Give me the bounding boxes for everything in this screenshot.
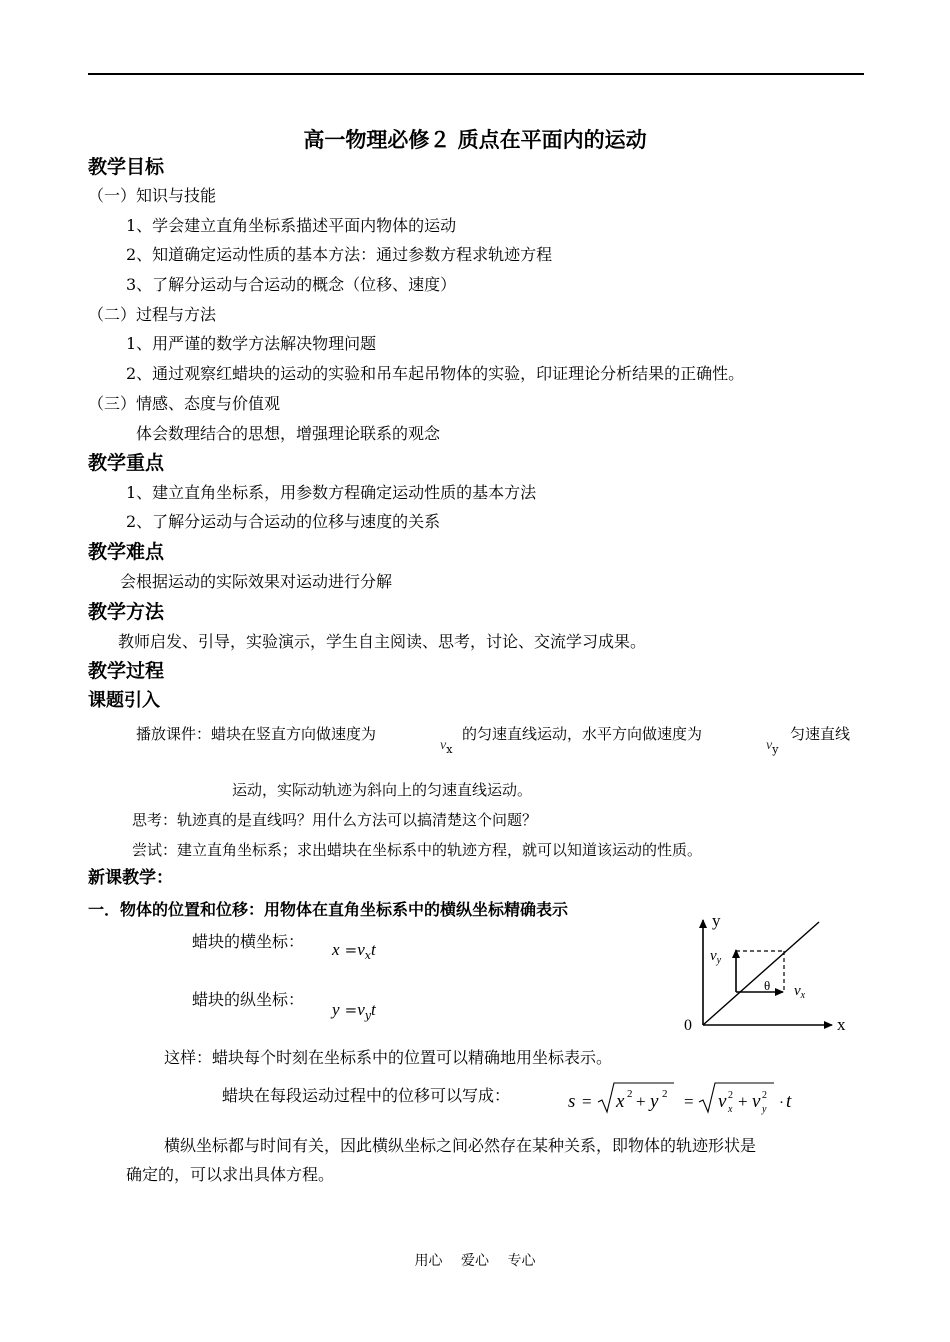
svg-text:=: = <box>684 1092 694 1111</box>
y-equation: $y =v_yt$ <box>332 1000 376 1023</box>
key-item-1: 1、建立直角坐标系，用参数方程确定运动性质的基本方法 <box>126 483 537 502</box>
vx-subscript: x <box>446 743 453 757</box>
heading-new: 新课教学： <box>88 868 173 888</box>
coordinate-diagram <box>676 904 866 1034</box>
intro-line-b: 的匀速直线运动，水平方向做速度为 <box>462 725 703 743</box>
method-text: 教师启发、引导，实验演示，学生自主阅读、思考，讨论、交流学习成果。 <box>118 632 647 651</box>
heading-key: 教学重点 <box>88 452 165 474</box>
think-text: 思考：轨迹真的是直线吗？用什么方法可以搞清楚这个问题？ <box>132 811 538 829</box>
difficulty-text: 会根据运动的实际效果对运动进行分解 <box>120 572 393 591</box>
svg-text:+: + <box>738 1092 748 1111</box>
heading-goals: 教学目标 <box>88 156 165 178</box>
vy-label: $v_y$ <box>710 948 722 966</box>
vy-symbol: v <box>766 738 773 753</box>
key-item-2: 2、了解分运动与合运动的位移与速度的关系 <box>126 512 441 531</box>
process-item-1: 1、用严谨的数学方法解决物理问题 <box>126 334 377 353</box>
svg-text:x: x <box>616 1091 625 1112</box>
vx-symbol: v <box>440 738 447 753</box>
y-axis-label: y <box>712 911 721 930</box>
theta-label: θ <box>764 978 771 993</box>
intro-vx <box>440 734 452 760</box>
intro-line-d: 运动，实际动轨迹为斜向上的匀速直线运动。 <box>232 781 533 799</box>
svg-text:x: x <box>728 1104 733 1115</box>
intro-line-a: 播放课件：蜡块在竖直方向做速度为 <box>136 725 377 743</box>
heading-method: 教学方法 <box>88 601 165 623</box>
page-title: 高一物理必修２ 质点在平面内的运动 <box>303 127 647 152</box>
emotion-text: 体会数理结合的思想，增强理论联系的观念 <box>136 424 441 443</box>
relation-line-1: 横纵坐标都与时间有关，因此横纵坐标之间必然存在某种关系，即物体的轨迹形状是 <box>164 1136 757 1155</box>
heading-intro: 课题引入 <box>88 690 160 711</box>
page-footer: 用心 爱心 专心 <box>414 1253 536 1269</box>
svg-text:2: 2 <box>728 1090 733 1101</box>
svg-text:s: s <box>568 1091 576 1112</box>
goal-item-1: 1、学会建立直角坐标系描述平面内物体的运动 <box>126 216 457 235</box>
svg-text:2: 2 <box>627 1088 633 1100</box>
intro-line-c: 匀速直线 <box>790 725 851 743</box>
process-item-2: 2、通过观察红蜡块的运动的实验和吊车起吊物体的实验，印证理论分析结果的正确性。 <box>126 364 745 383</box>
svg-text:v: v <box>718 1091 727 1112</box>
heading-process: 教学过程 <box>88 660 165 682</box>
relation-line-2: 确定的，可以求出具体方程。 <box>126 1165 335 1184</box>
svg-text:v: v <box>752 1091 761 1112</box>
intro-vy <box>766 734 778 760</box>
sub-process: （二）过程与方法 <box>88 305 217 324</box>
heading-difficulty: 教学难点 <box>88 541 165 563</box>
y-coord-label: 蜡块的纵坐标： <box>192 990 305 1009</box>
displacement-formula <box>562 1078 802 1120</box>
goal-item-3: 3、了解分运动与合运动的概念（位移、速度） <box>126 275 457 294</box>
vy-subscript: y <box>772 743 779 757</box>
svg-text:+: + <box>636 1092 646 1111</box>
x-axis-label: x <box>837 1015 846 1034</box>
sub-knowledge: （一）知识与技能 <box>88 186 217 205</box>
x-coord-label: 蜡块的横坐标： <box>192 932 305 951</box>
svg-text:·: · <box>779 1095 784 1111</box>
position-text: 这样：蜡块每个时刻在坐标系中的位置可以精确地用坐标表示。 <box>164 1048 613 1067</box>
header-rule <box>88 73 864 75</box>
svg-text:=: = <box>582 1092 592 1111</box>
try-text: 尝试：建立直角坐标系；求出蜡块在坐标系中的轨迹方程，就可以知道该运动的性质。 <box>132 841 703 859</box>
displacement-text: 蜡块在每段运动过程中的位移可以写成： <box>222 1086 511 1105</box>
origin-label: 0 <box>684 1017 692 1034</box>
svg-text:y: y <box>762 1104 767 1115</box>
vx-label: $v_x$ <box>794 983 806 1001</box>
svg-text:2: 2 <box>762 1090 767 1101</box>
sub-emotion: （三）情感、态度与价值观 <box>88 394 281 413</box>
trajectory-line <box>703 922 819 1025</box>
svg-text:t: t <box>786 1091 792 1112</box>
svg-text:2: 2 <box>662 1088 668 1100</box>
svg-text:y: y <box>650 1091 659 1112</box>
part1-heading: 一．物体的位置和位移：用物体在直角坐标系中的横纵坐标精确表示 <box>88 900 569 919</box>
x-equation: $x =v_xt$ <box>332 940 376 963</box>
goal-item-2: 2、知道确定运动性质的基本方法：通过参数方程求轨迹方程 <box>126 245 553 264</box>
